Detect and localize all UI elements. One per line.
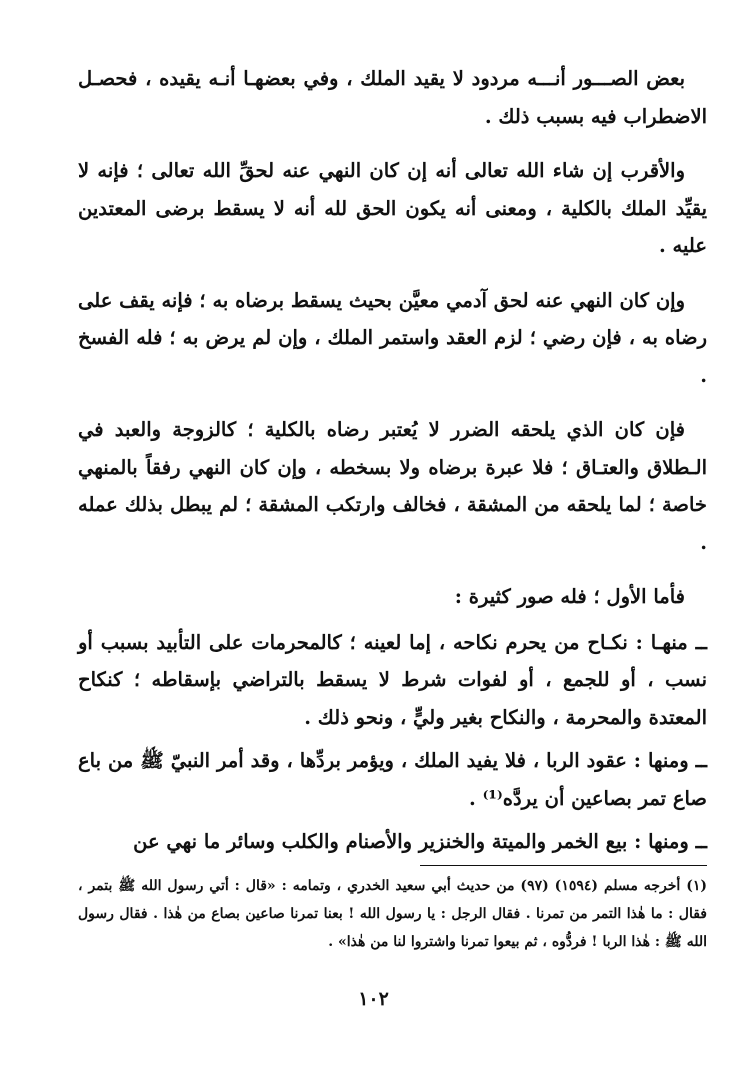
body-paragraph: وإن كان النهي عنه لحق آدمي معيَّن بحيث يسقط برضاه به ؛ فإنه يقف على رضاه به ، فإن رضي ؛ لزم العقد واستمر الملك ، وإن لم يرض به ؛ فله الفسخ . xyxy=(78,288,707,387)
section-heading: فأما الأول ؛ فله صور كثيرة : xyxy=(454,585,685,608)
body-paragraph: فإن كان الذي يلحقه الضرر لا يُعتبر رضاه بالكلية ؛ كالزوجة والعبد في الـطلاق والعتـاق ؛ فلا عبرة برضاه ولا بسخطه ، وإن كان النهي رفقاً بالمنهي خاصة ؛ لما يلحقه من المشقة ، فخالف وارتكب المشقة ؛ لم يبطل بذلك عمله . xyxy=(78,418,707,554)
list-item: ــ ومنها : بيع الخمر والميتة والخنزير والأصنام والكلب وسائر ما نهي عن xyxy=(133,830,707,853)
body-paragraph: والأقرب إن شاء الله تعالى أنه إن كان النهي عنه لحقِّ الله تعالى ؛ فإنه لا يقيِّد الملك بالكلية ، ومعنى أنه يكون الحق لله أنه لا يسقط برضى المعتدين عليه . xyxy=(78,159,707,257)
footnote xyxy=(78,872,707,956)
list-item: ــ منهـا : نكـاح من يحرم نكاحه ، إما لعينه ؛ كالمحرمات على التأبيد بسبب أو نسب ، أو للجمع ، أو لفوات شرط لا يسقط بالتراضي بإسقاطه ؛ كنكاح المعتدة والمحرمة ، والنكاح بغير وليٍّ ، ونحو ذلك . xyxy=(78,630,707,729)
footnote-text: (١) أخرجه مسلم (١٥٩٤) (٩٧) من حديث أبي سعيد الخدري ، وتمامه : «قال : أتي رسول الله ﷺ بتمر ، فقال : ما هٰذا التمر من تمرنا . فقال الرجل : يا رسول الله ! بعنا تمرنا صاعين بصاع من هٰذا . فقال رسول الله ﷺ : هٰذا الربا ! فردُّوه ، ثم بيعوا تمرنا واشتروا لنا من هٰذا» . xyxy=(78,878,707,950)
footnote-divider xyxy=(420,865,707,866)
page-body xyxy=(78,60,707,867)
body-paragraph: بعض الصـــور أنـــه مردود لا يقيد الملك ، وفي بعضهـا أنـه يقيده ، فحصـل الاضطراب فيه بسبب ذلك . xyxy=(78,67,707,128)
list-item: ــ ومنها : عقود الربا ، فلا يفيد الملك ، ويؤمر بردِّها ، وقد أمر النبيّ ﷺ من باع صاع تمر بصاعين أن يردَّه⁽¹⁾ . xyxy=(78,749,707,810)
page-number: ١٠٢ xyxy=(358,988,389,1010)
